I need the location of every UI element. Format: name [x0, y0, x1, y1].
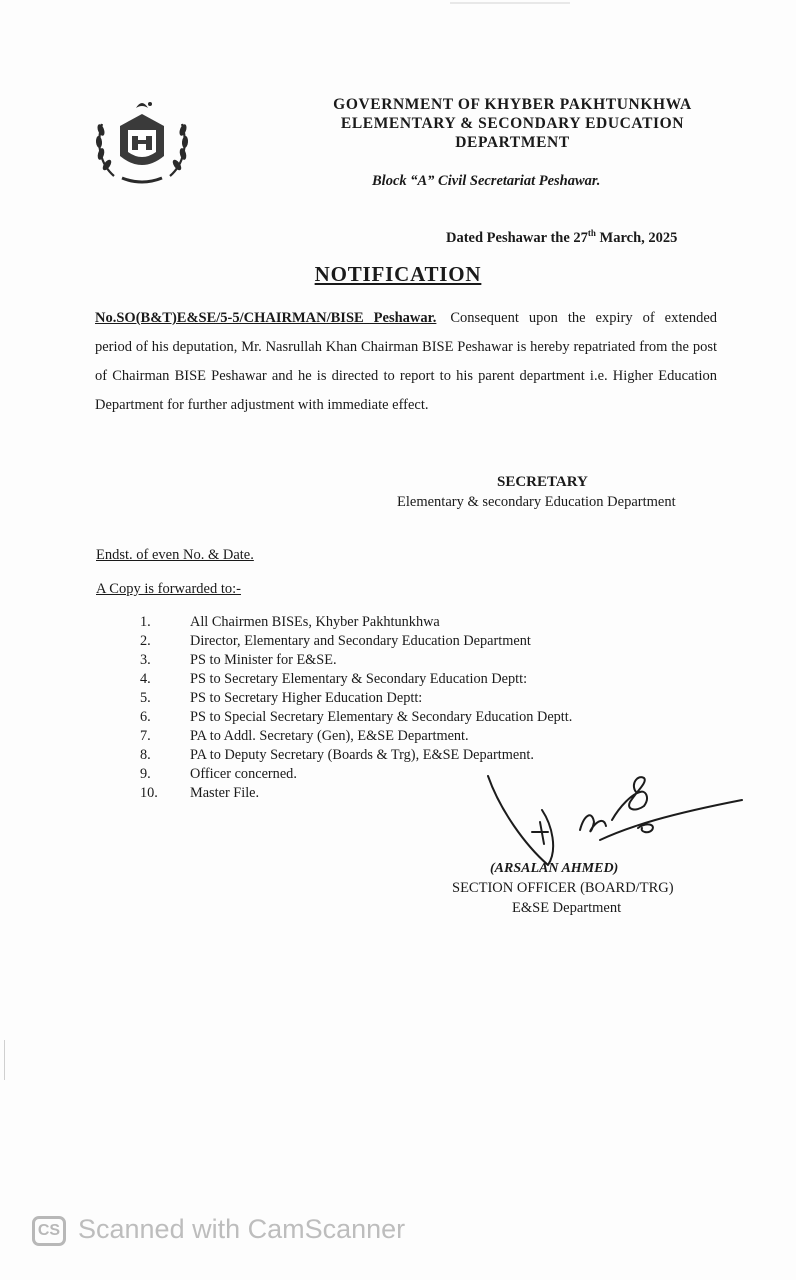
- list-number: 8.: [140, 747, 151, 763]
- secretary-department: Elementary & secondary Education Department: [397, 494, 676, 510]
- signatory-designation: SECTION OFFICER (BOARD/TRG): [452, 880, 674, 896]
- list-number: 2.: [140, 633, 151, 649]
- list-text: Director, Elementary and Secondary Education Department: [190, 633, 531, 649]
- signatory-name: (ARSALAN AHMED): [490, 861, 619, 876]
- list-item: [128, 632, 648, 651]
- list-item: [128, 613, 648, 632]
- signatory-department: E&SE Department: [512, 900, 622, 916]
- list-item: [128, 651, 648, 670]
- list-number: 10.: [140, 785, 158, 801]
- reference-number: No.SO(B&T)E&SE/5-5/CHAIRMAN/BISE Peshawar.: [95, 310, 437, 326]
- list-text: PA to Deputy Secretary (Boards & Trg), E&SE Department.: [190, 747, 534, 763]
- list-item: [128, 746, 648, 765]
- letterhead-line-3: DEPARTMENT: [455, 134, 570, 151]
- date-line: [446, 228, 677, 247]
- list-text: PS to Minister for E&SE.: [190, 652, 337, 668]
- list-number: 9.: [140, 766, 151, 782]
- list-item: [128, 689, 648, 708]
- notification-heading: [0, 262, 796, 287]
- list-number: 6.: [140, 709, 151, 725]
- list-item: [128, 670, 648, 689]
- secretary-title: SECRETARY: [497, 474, 588, 490]
- notification-text: Consequent upon the expiry of extended period of his deputation, Mr. Nasrullah Khan Chairman BISE Peshawar is hereby repatriated from the post of Chairman BISE Peshawar and he is directed to report to his parent department i.e. Higher Education Department for further adjustment with immediate effect.: [95, 310, 718, 413]
- list-number: 5.: [140, 690, 151, 706]
- date-suffix: March, 2025: [595, 229, 678, 246]
- list-text: Officer concerned.: [190, 766, 297, 782]
- list-text: All Chairmen BISEs, Khyber Pakhtunkhwa: [190, 614, 440, 630]
- letterhead-line-2: ELEMENTARY & SECONDARY EDUCATION: [340, 115, 685, 132]
- copy-forwarded-line: A Copy is forwarded to:-: [96, 581, 241, 597]
- list-text: PS to Secretary Higher Education Deptt:: [190, 690, 423, 706]
- list-text: Master File.: [190, 785, 260, 801]
- date-ordinal: th: [587, 228, 596, 238]
- camscanner-logo-icon: CS: [32, 1216, 66, 1246]
- letterhead: [290, 95, 735, 152]
- list-text: PS to Secretary Elementary & Secondary Education Deptt:: [190, 671, 528, 687]
- government-crest-icon: [92, 96, 192, 186]
- scan-artifact: [450, 2, 570, 4]
- letterhead-line-1: GOVERNMENT OF KHYBER PAKHTUNKHWA: [333, 96, 692, 113]
- list-item: [128, 708, 648, 727]
- list-item: [128, 727, 648, 746]
- office-address: Block “A” Civil Secretariat Peshawar.: [372, 173, 601, 189]
- date-prefix: Dated Peshawar the 27: [446, 229, 588, 246]
- list-text: PA to Addl. Secretary (Gen), E&SE Department.: [190, 728, 469, 744]
- notification-title: NOTIFICATION: [314, 262, 482, 286]
- list-number: 7.: [140, 728, 151, 744]
- list-number: 3.: [140, 652, 151, 668]
- endorsement-line: Endst. of even No. & Date.: [96, 547, 254, 563]
- scan-artifact: [4, 1040, 5, 1080]
- scan-watermark: Scanned with CamScanner: [78, 1214, 406, 1244]
- list-text: PS to Special Secretary Elementary & Secondary Education Deptt.: [190, 709, 573, 725]
- list-number: 4.: [140, 671, 151, 687]
- list-number: 1.: [140, 614, 151, 630]
- notification-body: [95, 304, 717, 420]
